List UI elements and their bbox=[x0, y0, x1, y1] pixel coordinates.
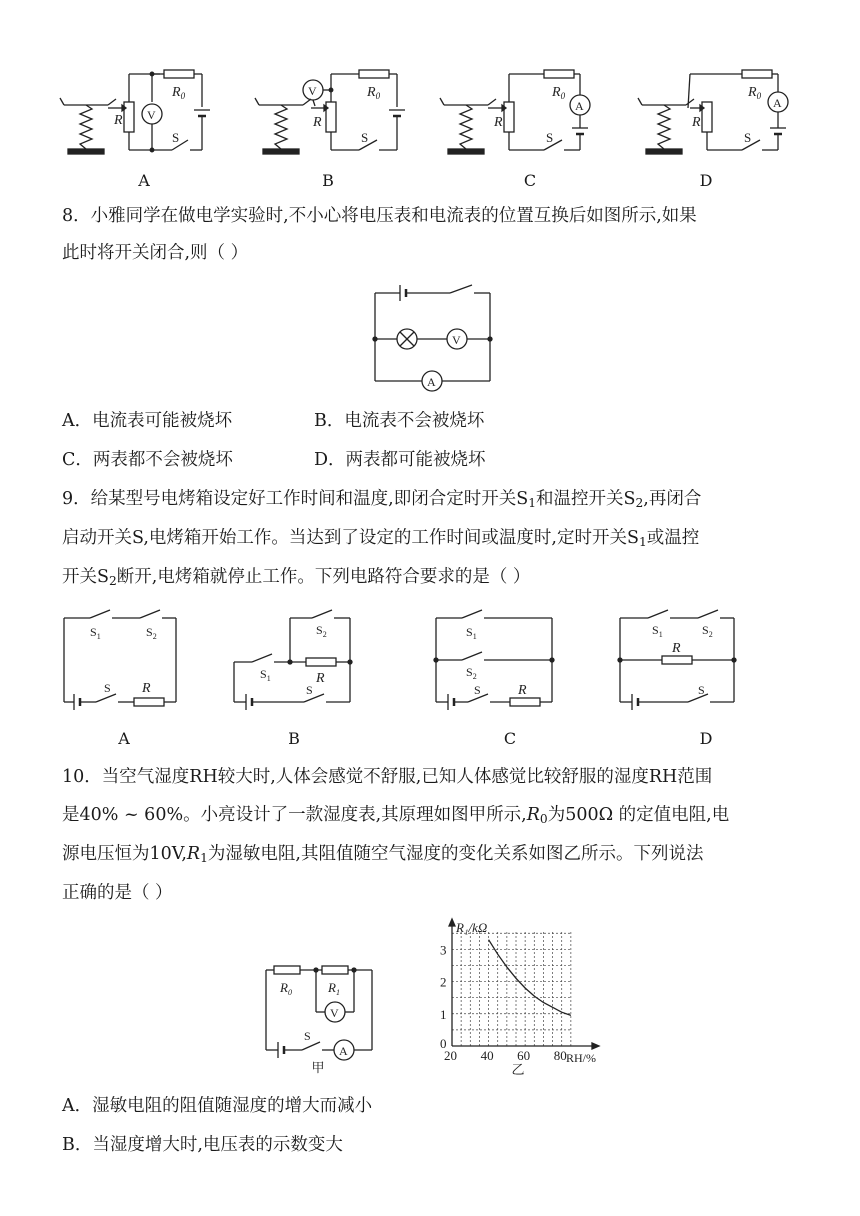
chart-ticks bbox=[440, 942, 567, 1063]
q10-stem-line2: 是40% ~ 60%。小亮设计了一款湿度表,其原理如图甲所示$,R_0$为500Ω 的定值电阻,电 bbox=[62, 805, 730, 827]
q9a-label-r: R bbox=[142, 681, 151, 696]
q7d-label-r: R bbox=[692, 115, 701, 130]
chart-y-tick-label: 2 bbox=[440, 974, 447, 990]
q10-jia-label-r0: $R_0$ bbox=[280, 980, 292, 997]
q7b-label-v: V bbox=[308, 84, 317, 98]
q7a-label-v: V bbox=[147, 108, 156, 122]
chart-y-axis-label: R₁/kΩ bbox=[456, 920, 488, 935]
q7d-label-r0: $R_0$ bbox=[748, 85, 762, 101]
q9d-label-s1: $S_1$ bbox=[652, 623, 663, 639]
q10-circuit-jia bbox=[262, 962, 382, 1062]
chart-series-curve bbox=[489, 940, 571, 1016]
q8-stem-line1: 8．小雅同学在做电学实验时,不小心将电压表和电流表的位置互换后如图所示,如果 bbox=[62, 206, 697, 226]
q9a-label-s2: $S_2$ bbox=[146, 625, 157, 641]
q7c-label-r0: $R_0$ bbox=[552, 85, 566, 101]
q9-option-a-label: A bbox=[118, 729, 130, 748]
q7-option-a-label: A bbox=[138, 171, 150, 190]
q7b-label-r: R bbox=[313, 115, 322, 130]
q10-jia-label-a: A bbox=[339, 1044, 348, 1058]
q9b-label-s: S bbox=[306, 683, 313, 697]
q7-option-d-label: D bbox=[699, 171, 713, 190]
q7-circuit-d bbox=[638, 62, 798, 162]
q9b-label-s2: $S_2$ bbox=[316, 623, 327, 639]
q7-option-b-label: B bbox=[322, 171, 334, 190]
q9b-label-s1: $S_1$ bbox=[260, 667, 271, 683]
q7a-label-r: R bbox=[114, 113, 123, 128]
q9-stem-line2: 启动开关S,电烤箱开始工作。当达到了设定的工作时间或温度时,定时开关$S_1$或温控 bbox=[62, 528, 700, 550]
chart-y-axis-arrow bbox=[449, 919, 455, 926]
q9c-label-s2: $S_2$ bbox=[466, 665, 477, 681]
q8-label-a: A bbox=[427, 375, 436, 389]
q7b-label-r0: $R_0$ bbox=[367, 85, 381, 101]
q10-jia-label-v: V bbox=[330, 1006, 339, 1020]
q9-circuit-c bbox=[434, 606, 564, 706]
q7a-label-r0: $R_0$ bbox=[172, 85, 186, 101]
q10-jia-label-r1: $R_1$ bbox=[328, 980, 340, 997]
q9-circuit-b bbox=[232, 606, 362, 706]
q7d-label-s: S bbox=[744, 130, 752, 145]
q9d-label-r: R bbox=[672, 641, 681, 656]
chart-y-tick-label: 0 bbox=[440, 1036, 447, 1051]
q9-circuit-d bbox=[618, 606, 748, 706]
chart-x-tick-label: 40 bbox=[480, 1048, 494, 1063]
q7-circuit-c bbox=[440, 62, 600, 162]
chart-y-tick-label: 3 bbox=[440, 942, 447, 958]
q7-circuit-a bbox=[60, 62, 220, 162]
q10-option-a: A．湿敏电阻的阻值随湿度的增大而减小 bbox=[62, 1096, 373, 1116]
chart-x-axis-arrow bbox=[592, 1043, 599, 1049]
q9c-label-s1: $S_1$ bbox=[466, 625, 477, 641]
q8-option-b: B．电流表不会被烧坏 bbox=[314, 411, 485, 431]
q9d-label-s: S bbox=[698, 683, 705, 697]
chart-axes bbox=[449, 919, 599, 1049]
chart-y-tick-label: 1 bbox=[440, 1006, 447, 1022]
q9c-label-s: S bbox=[474, 683, 481, 697]
q9a-label-s1: $S_1$ bbox=[90, 625, 101, 641]
chart-x-tick-label: 60 bbox=[517, 1048, 531, 1063]
q10-option-b: B．当湿度增大时,电压表的示数变大 bbox=[62, 1135, 343, 1155]
q10-jia-label-s: S bbox=[304, 1029, 311, 1043]
q10-stem-line1: 10．当空气湿度RH较大时,人体会感觉不舒服,已知人体感觉比较舒服的湿度RH范围 bbox=[62, 767, 713, 787]
q7b-label-s: S bbox=[361, 130, 369, 145]
q8-label-v: V bbox=[452, 333, 461, 347]
q9-circuit-a bbox=[62, 606, 182, 706]
q8-stem-line2: 此时将开关闭合,则（ ） bbox=[62, 243, 249, 263]
q8-option-d: D．两表都可能被烧坏 bbox=[314, 450, 486, 470]
q9b-label-r: R bbox=[316, 671, 325, 686]
q8-option-a: A．电流表可能被烧坏 bbox=[62, 411, 233, 431]
q8-circuit-diagram bbox=[370, 285, 496, 389]
q10-fig-yi-caption: 乙 bbox=[511, 1063, 525, 1078]
q9-stem-line1: 9．给某型号电烤箱设定好工作时间和温度,即闭合定时开关$S_1$和温控开关$S_2$,再闭合 bbox=[62, 489, 702, 511]
q9-option-c-label: C bbox=[503, 729, 517, 748]
q9d-label-s2: $S_2$ bbox=[702, 623, 713, 639]
chart-x-tick-label: 80 bbox=[553, 1048, 567, 1063]
q7c-label-a: A bbox=[575, 99, 584, 113]
q9a-label-s: S bbox=[104, 681, 111, 695]
q9-option-d-label: D bbox=[699, 729, 713, 748]
q7d-label-a: A bbox=[773, 96, 782, 110]
q9-option-b-label: B bbox=[288, 729, 300, 748]
q10-fig-jia-caption: 甲 bbox=[311, 1061, 325, 1076]
chart-grid bbox=[452, 930, 571, 1046]
q9-stem-line3: 开关$S_2$断开,电烤箱就停止工作。下列电路符合要求的是（ ） bbox=[62, 567, 531, 589]
chart-x-tick-label: 20 bbox=[444, 1048, 457, 1063]
chart-x-axis-label: RH/% bbox=[566, 1051, 596, 1065]
q10-stem-line3: 源电压恒为$10V,R_1$为湿敏电阻,其阻值随空气湿度的变化关系如图乙所示。下列说法 bbox=[62, 844, 704, 866]
q8-option-c: C．两表都不会被烧坏 bbox=[62, 450, 233, 470]
q7-circuit-b bbox=[255, 62, 415, 162]
q7c-label-s: S bbox=[546, 130, 554, 145]
q9c-label-r: R bbox=[518, 683, 527, 698]
q7-option-c-label: C bbox=[523, 171, 537, 190]
q10-humidity-chart bbox=[420, 918, 620, 1068]
q7c-label-r: R bbox=[494, 115, 503, 130]
q7a-label-s: S bbox=[172, 130, 180, 145]
q10-stem-line4: 正确的是（ ） bbox=[62, 883, 173, 903]
